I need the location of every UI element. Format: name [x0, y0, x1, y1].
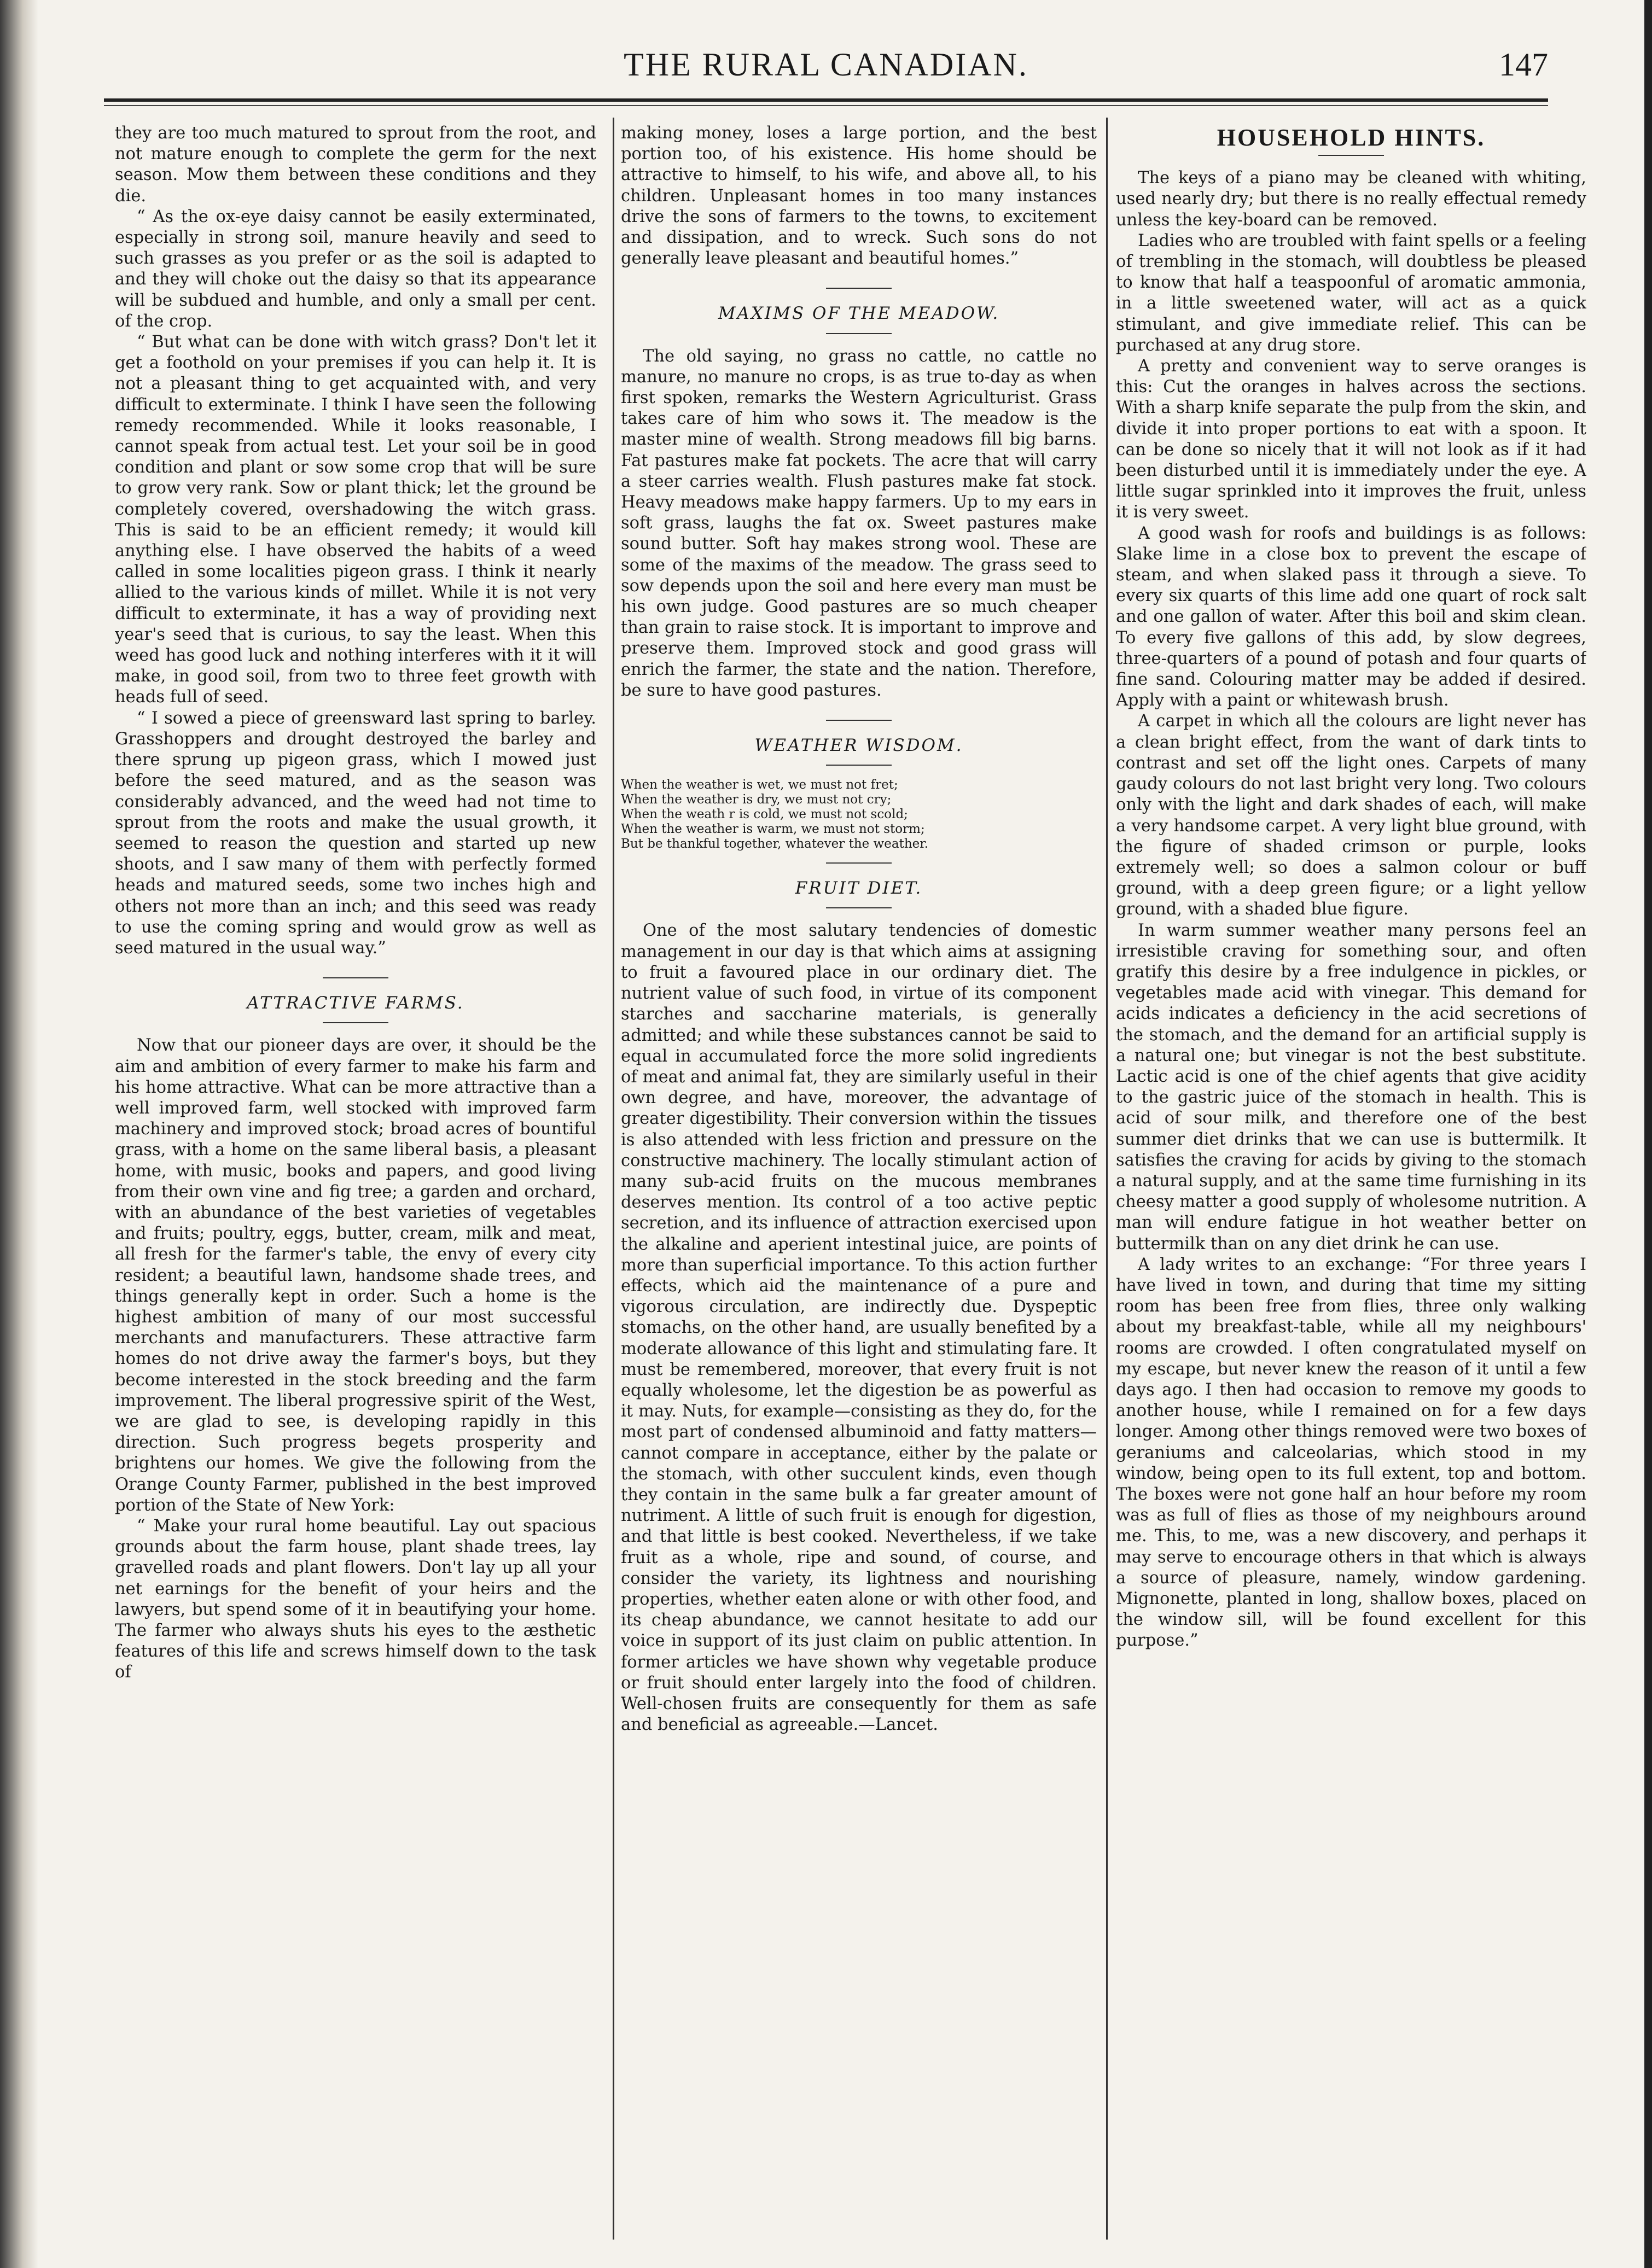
poem: [621, 778, 1097, 852]
section-rule: [826, 288, 892, 289]
section-heading: ATTRACTIVE FARMS.: [247, 993, 464, 1013]
poem-line: But be thankful together, whatever the weather.: [621, 837, 929, 852]
section-rule: [323, 1022, 388, 1023]
paragraph: A carpet in which all the colours are light never has a clean bright effect, from the want of dark tints to contrast and set off the light ones. Carpets of many gaudy colours do not last bright very long. Two colours only with the light and dark shades of each, will make a very handsome carpet. A very light blue ground, with the figure of shaded crimson or purple, looks extremely well; so does a salmon colour or buff ground, with a deep green figure; or a light yellow ground, with a shaded blue figure.: [1116, 712, 1586, 919]
paragraph: “ Make your rural home beautiful. Lay out spacious grounds about the farm house, plant shade trees, lay gravelled roads and plant flowers. Don't lay up all your net earnings for the benefit of your heirs and the lawyers, but spend some of it in beautifying your home. The farmer who always shuts his eyes to the æsthetic features of this life and screws himself down to the task of: [115, 1517, 596, 1682]
header-rule: [104, 98, 1548, 102]
column-divider: [613, 118, 614, 2240]
column-3: [1116, 123, 1586, 2240]
poem-line: When the weather is warm, we must not storm;: [621, 822, 925, 837]
section-heading: MAXIMS OF THE MEADOW.: [718, 304, 1000, 324]
column-1: [115, 123, 596, 2240]
scan-edge-right: [1644, 0, 1652, 2268]
column-2: [621, 123, 1097, 2240]
paragraph: Now that our pioneer days are over, it should be the aim and ambition of every farmer to make his farm and his home attractive. What can be more attractive than a well improved farm, well stocked with improved farm machinery and improved stock; broad acres of bountiful grass, with a home on the same liberal basis, a pleasant home, with music, books and papers, and good living from their own vine and fig tree; a garden and orchard, with an abundance of the best varieties of vegetables and fruits; poultry, eggs, butter, cream, milk and meat, all fresh for the farmer's table, the envy of every city resident; a beautiful lawn, handsome shade trees, and things generally kept in order. Such a home is the highest ambition of many of our most successful merchants and manufacturers. These attractive farm homes do not drive away the farmer's boys, but they become interested in the stock breeding and the farm improvement. The liberal progressive spirit of the West, we are glad to see, is developing rapidly in this direction. Such progress begets prosperity and brightens our homes. We give the following from the Orange County Farmer, published in the best improved portion of the State of New York:: [115, 1036, 596, 1515]
section-heading: WEATHER WISDOM.: [754, 736, 963, 756]
section-rule: [1318, 155, 1384, 156]
paragraph: The keys of a piano may be cleaned with whiting, used nearly dry; but there is no really effectual remedy unless the key-board can be removed.: [1116, 168, 1586, 230]
section-rule: [826, 720, 892, 721]
paragraph: making money, loses a large portion, and the best portion too, of his existence. His home should be attractive to himself, to his wife, and above all, to his children. Unpleasant homes in too many instances drive the sons of farmers to the towns, to excitement and dissipation, and to wreck. Such sons do not generally leave pleasant and beautiful homes.”: [621, 124, 1097, 269]
paragraph: “ As the ox-eye daisy cannot be easily exterminated, especially in strong soil, manure heavily and seed to such grasses as you prefer or as the soil is adapted to and they will choke out the daisy so that its appearance will be subdued and humble, and only a small per cent. of the crop.: [115, 207, 596, 331]
poem-line: When the weather is dry, we must not cry;: [621, 792, 892, 807]
column-divider: [1106, 118, 1108, 2240]
section-rule: [323, 977, 388, 978]
header-rule-thin: [104, 105, 1548, 106]
section-heading: HOUSEHOLD HINTS.: [1217, 124, 1486, 151]
poem-line: When the weath r is cold, we must not scold;: [621, 807, 908, 822]
section-rule: [826, 765, 892, 766]
section-rule: [826, 333, 892, 334]
paragraph: A pretty and convenient way to serve oranges is this: Cut the oranges in halves across the sections. With a sharp knife separate the pulp from the skin, and divide it into proper portions to eat with a spoon. It can be done so nicely that it will not look as if it had been disturbed until it is immediately under the eye. A little sugar sprinkled into it improves the fruit, unless it is very sweet.: [1116, 357, 1586, 522]
section-rule: [826, 907, 892, 908]
paragraph: A lady writes to an exchange: “For three years I have lived in town, and during that time my sitting room has been free from flies, three only walking about my breakfast-table, while all my neighbours' rooms are crowded. I often congratulated myself on my escape, but never knew the reason of it until a few days ago. I then had occasion to remove my goods to another house, while I remained on for a few days longer. Among other things removed were two boxes of geraniums and calceolarias, which stood in my window, being open to its full extent, top and bottom. The boxes were not gone half an hour before my room was as full of flies as those of my neighbours around me. This, to me, was a new discovery, and perhaps it may serve to encourage others in that which is always a source of pleasure, namely, window gardening. Mignonette, planted in long, shallow boxes, placed on the window sill, will be found excellent for this purpose.”: [1116, 1255, 1586, 1651]
paragraph: “ I sowed a piece of greensward last spring to barley. Grasshoppers and drought destroyed the barley and there sprung up pigeon grass, which I mowed just before the seed matured, and as the season was considerably advanced, and the weed had not time to sprout from the roots and make the usual growth, it seemed to reason the question and started up new shoots, and I saw many of them with perfectly formed heads and matured seeds, some two inches high and others not more than an inch; and this seed was ready to use the coming spring and would grow as well as seed matured in the usual way.”: [115, 708, 596, 958]
page-number: 147: [1499, 46, 1548, 83]
paragraph: “ But what can be done with witch grass? Don't let it get a foothold on your premises if you can help it. It is not a pleasant thing to get acquainted with, and very difficult to exterminate. I think I have seen the following remedy recommended. While it looks reasonable, I cannot speak from actual test. Let your soil be in good condition and plant or sow some crop that will be sure to grow very rank. Sow or plant thick; let the ground be completely covered, overshadowing the witch grass. This is said to be an efficient remedy; it would kill anything else. I have observed the habits of a weed called in some localities pigeon grass. I think it nearly allied to the various kinds of millet. While it is not very difficult to exterminate, it has a way of providing next year's seed that is curious, to say the least. When this weed has good luck and nothing interferes with it it will make, in good soil, from two to three feet growth with heads full of seed.: [115, 333, 596, 707]
page-header: [104, 38, 1548, 98]
paragraph: they are too much matured to sprout from the root, and not mature enough to complete the germ for the next season. Mow them between these conditions and they die.: [115, 124, 596, 206]
paragraph: In warm summer weather many persons feel an irresistible craving for something sour, and often gratify this desire by a free indulgence in pickles, or vegetables made acid with vinegar. This demand for acids indicates a deficiency in the acid secretions of the stomach, and the demand for an artificial supply is a natural one; but vinegar is not the best substitute. Lactic acid is one of the chief agents that give acidity to the gastric juice of the stomach in health. This is acid of sour milk, and therefore one of the best summer diet drinks that we can use is buttermilk. It satisfies the craving for acids by giving to the stomach a natural supply, and at the same time furnishing in its cheesy matter a good supply of wholesome nutrition. A man will endure fatigue in hot weather better on buttermilk than on any diet drink he can use.: [1116, 920, 1586, 1253]
poem-line: When the weather is wet, we must not fret;: [621, 778, 898, 792]
section-rule: [826, 862, 892, 864]
paragraph: One of the most salutary tendencies of domestic management in our day is that which aims at assigning to fruit a favoured place in our ordinary diet. The nutrient value of such food, in virtue of its component starches and saccharine materials, is generally admitted; and while these substances cannot be said to equal in accumulated force the more solid ingredients of meat and animal fat, they are similarly useful in their own degree, and have, moreover, the advantage of greater digestibility. Their conversion within the tissues is also attended with less friction and pressure on the constructive machinery. The locally stimulant action of many sub-acid fruits on the mucous membranes deserves mention. Its control of a too active peptic secretion, and its influence of attraction exercised upon the alkaline and aperient intestinal juice, are points of more than superficial importance. To this action further effects, which aid the maintenance of a pure and vigorous circulation, are indirectly due. Dyspeptic stomachs, on the other hand, are usually benefited by a moderate allowance of this light and stimulating fare. It must be remembered, moreover, that every fruit is not equally wholesome, let the digestion be as powerful as it may. Nuts, for example—consisting as they do, for the most part of condensed albuminoid and fatty matters—cannot compare in acceptance, either by the palate or the stomach, with other succulent kinds, even though they contain in the same bulk a far greater amount of nutriment. A little of such fruit is enough for digestion, and that little is best cooked. Nevertheless, if we take fruit as a whole, ripe and sound, of course, and consider the variety, its lightness and nourishing properties, whether eaten alone or with other food, and its cheap abundance, we cannot hesitate to add our voice in support of its just claim on public attention. In former articles we have shown why vegetable produce or fruit should enter largely into the food of children. Well-chosen fruits are consequently for them as safe and beneficial as agreeable.—Lancet.: [621, 921, 1097, 1735]
paragraph: A good wash for roofs and buildings is as follows: Slake lime in a close box to prevent the escape of steam, and when slaked pass it through a sieve. To every six quarts of this lime add one quart of rock salt and one gallon of water. After this boil and skim clean. To every five gallons of this add, by slow degrees, three-quarters of a pound of potash and four quarts of fine sand. Colouring matter may be added if desired. Apply with a paint or whitewash brush.: [1116, 523, 1586, 710]
paragraph: The old saying, no grass no cattle, no cattle no manure, no manure no crops, is as true to-day as when first spoken, remarks the Western Agriculturist. Grass takes care of him who sows it. The meadow is the master mine of wealth. Strong meadows fill big barns. Fat pastures make fat pockets. The acre that will carry a steer carries wealth. Flush pastures make fat stock. Heavy meadows make happy farmers. Up to my ears in soft grass, laughs the fat ox. Sweet pastures make sound butter. Soft hay makes strong wool. These are some of the maxims of the meadow. The grass seed to sow depends upon the soil and here every man must be his own judge. Good pastures are so much cheaper than grain to raise stock. It is important to improve and preserve them. Improved stock and good grass will enrich the farmer, the state and the nation. Therefore, be sure to have good pastures.: [621, 346, 1097, 700]
scan-edge-left: [0, 0, 38, 2268]
masthead-title: THE RURAL CANADIAN.: [624, 46, 1028, 83]
section-heading: FRUIT DIET.: [795, 878, 923, 899]
paragraph: Ladies who are troubled with faint spells or a feeling of trembling in the stomach, will doubtless be pleased to know that half a teaspoonful of aromatic ammonia, in a little sweetened water, will act as a quick stimulant, and give immediate relief. This can be purchased at any drug store.: [1116, 231, 1586, 355]
